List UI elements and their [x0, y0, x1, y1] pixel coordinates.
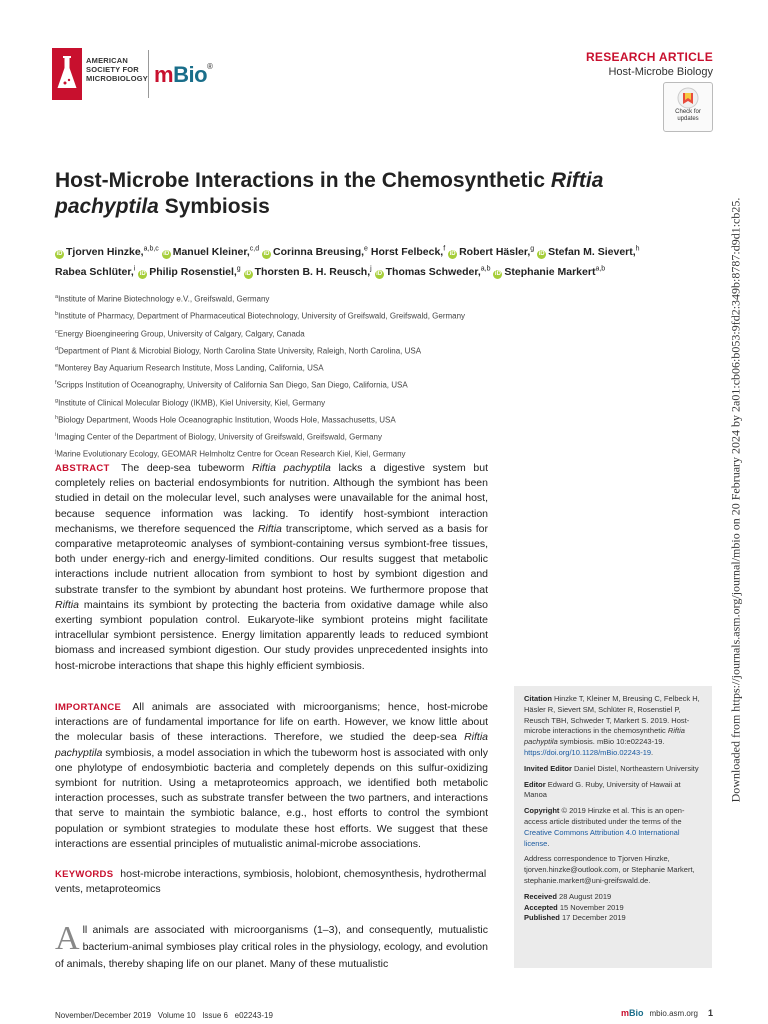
orcid-icon[interactable]: iD [263, 250, 270, 257]
affiliation-key: g [55, 397, 59, 404]
author[interactable] [493, 266, 605, 278]
citation-text: symbiosis. mBio 10:e02243-19. [557, 737, 665, 747]
author-affiliation-marker: j [370, 265, 372, 273]
affiliation [55, 359, 615, 376]
orcid-icon[interactable]: iD [449, 250, 456, 257]
abstract-text: maintains its symbiont by protecting the bacteria from oxidative damage while also exerting symbiont population control. Eukaryote-like symbiont proteins might facilitate intracellular symbiont persistence. Energy limitation apparently leads to reduced symbiont biomass and increased symbiont digestion. Our study provides unprecedented insights into host-microbe interactions that shape this highly efficient symbiosis. [55, 598, 488, 672]
citation-end: . [651, 747, 654, 757]
check-updates-label: Check for updates [675, 109, 701, 122]
author-name: Horst Felbeck, [370, 245, 444, 258]
affiliation [55, 342, 615, 359]
author-affiliation-marker: g [530, 245, 535, 252]
abstract-heading: ABSTRACT [55, 463, 110, 474]
importance-species: Riftia pachyptila [55, 731, 488, 759]
affiliation-text: Monterey Bay Aquarium Research Institute, Moss Landing, California, USA [58, 363, 324, 373]
author-affiliation-marker: f [443, 245, 446, 252]
affiliation [55, 325, 615, 342]
orcid-icon[interactable]: iD [56, 250, 63, 257]
article-type: RESEARCH ARTICLE [585, 50, 713, 64]
affiliation-key: h [55, 414, 59, 421]
importance-section [55, 700, 488, 852]
abstract [55, 461, 488, 674]
introduction [55, 922, 488, 973]
affiliation-key: e [55, 363, 59, 369]
subject-category: Host-Microbe Biology [608, 66, 713, 78]
author[interactable] [371, 246, 445, 258]
abstract-text: The deep-sea tubeworm [121, 462, 252, 474]
editor-label: Editor [524, 779, 546, 789]
title-part2: Symbiosis [158, 195, 270, 218]
author[interactable] [138, 266, 240, 278]
abstract-text: transcriptome, which served as a basis for comparative metaproteomic analyses of symbiont-containing versus symbiont-free tissues, both under energy-rich and energy-limited conditions. Our results suggest that metabolic interactions include nutrient allocation from symbiont to host by symbiont digestion and substrate transfer to the symbiont by abundant host proteins. We furthermore propose that [55, 522, 489, 596]
article-title [55, 168, 695, 220]
author-name: Rabea Schlüter, [55, 266, 134, 278]
abstract-text: lacks a digestive system but completely relies on bacterial endosymbionts for nutrition. Although the symbiont has been studied in detail on the molecular level, such analyses were unavailable for the animal host, because sequence information was lacking. To identify host-symbiont interaction mechanisms, we therefore sequenced the [55, 462, 489, 535]
affiliation-text: Department of Plant & Microbial Biology, North Carolina State University, Raleigh, North Carolina, USA [58, 346, 422, 356]
author[interactable] [262, 246, 368, 258]
affiliation [55, 445, 615, 462]
orcid-icon[interactable]: iD [538, 250, 545, 257]
editor-block [524, 780, 702, 802]
affiliation [55, 376, 615, 393]
author[interactable] [162, 246, 259, 258]
copyright-text: © 2019 Hinzke et al. This is an open-access article distributed under the terms of the [524, 806, 685, 826]
citation-block [524, 694, 702, 759]
importance-text: symbiosis, a model association in which the tubeworm host is associated with only one phylotype of endosymbiotic bacteria and completely depends on this sulfur-oxidizing symbiont for nutrition. Using a metaproteomics approach, we identified both metabolic interaction processes, such as substrate transfer between the two partners, and interactions that serve to maintain the symbiotic balance, e.g., host efforts to control the symbiont population or symbiont strategies to modulate these host efforts. We suggest that these interactions are essential principles of mutualistic animal-microbe associations. [55, 746, 488, 850]
author-name: Philip Rosenstiel, [149, 266, 237, 278]
affiliation-text: Imaging Center of the Department of Biology, University of Greifswald, Greifswald, Germany [56, 432, 382, 442]
affiliation-key: b [55, 311, 59, 318]
affiliation-text: Energy Bioengineering Group, University of Calgary, Calgary, Canada [57, 329, 305, 339]
author[interactable] [448, 246, 534, 258]
affiliation-list [55, 290, 615, 463]
affiliation-key: i [55, 432, 57, 438]
author-list [55, 240, 715, 281]
published-label: Published [524, 913, 560, 923]
check-for-updates-button[interactable] [663, 82, 713, 132]
invited-editor: Daniel Distel, Northeastern University [574, 763, 699, 773]
affiliation-text: Institute of Marine Biotechnology e.V., Greifswald, Germany [58, 294, 270, 304]
author-affiliation-marker: h [635, 245, 640, 252]
author-affiliation-marker: a,b,c [143, 245, 159, 252]
copyright-end: . [547, 838, 550, 848]
author-name: Stephanie Markert [504, 266, 596, 278]
importance-text: All animals are associated with microorganisms; hence, host-microbe interactions are of fundamental importance for life on earth. However, we know little about the molecular basis of these interactions. Therefore, we studied the deep-sea [55, 701, 488, 744]
footer-right [621, 1008, 713, 1018]
citation-text: Hinzke T, Kleiner M, Breusing C, Felbeck H, Häsler R, Sievert SM, Schlüter R, Rosenstiel P, Reusch TBH, Schweder T, Markert S. 2019. Host-microbe interactions in the chemosynthetic [524, 694, 700, 736]
citation-species: Riftia pachyptila [524, 726, 685, 747]
abstract-genus: Riftia [257, 522, 282, 535]
author-name: Robert Häsler, [459, 245, 531, 258]
published-date: 17 December 2019 [561, 913, 626, 923]
author[interactable] [55, 246, 159, 258]
author-name: Thorsten B. H. Reusch, [254, 266, 371, 278]
author-name: Thomas Schweder, [385, 266, 481, 278]
intro-text: ll animals are associated with microorganisms (1–3), and consequently, mutualistic bacterium-animal symbioses play critical roles in the physiology, ecology, and evolution of animals, thereby shaping life on our planet. Many of these mutualistic [55, 924, 488, 970]
author-affiliation-marker: a,b [480, 265, 491, 273]
footer-mbio-logo: mBio [621, 1008, 644, 1018]
received-label: Received [524, 891, 557, 901]
author[interactable] [55, 266, 135, 278]
citation-label: Citation [524, 694, 552, 703]
logo-divider [148, 50, 149, 98]
author[interactable] [375, 266, 491, 278]
copyright-label: Copyright [524, 806, 560, 816]
affiliation-text: Institute of Clinical Molecular Biology (IKMB), Kiel University, Kiel, Germany [58, 398, 326, 408]
author-affiliation-marker: a,b [595, 265, 606, 273]
page-number: 1 [707, 1008, 713, 1018]
keywords-heading: KEYWORDS [55, 869, 114, 880]
title-italic: Riftia pachyptila [55, 169, 604, 218]
author-name: Corinna Breusing, [273, 245, 365, 258]
received-date: 28 August 2019 [559, 891, 612, 901]
affiliation-text: Institute of Pharmacy, Department of Pharmaceutical Biotechnology, University of Greifswald, Greifswald, Germany [58, 311, 466, 321]
orcid-icon[interactable]: iD [494, 271, 501, 277]
correspondence-block: Address correspondence to Tjorven Hinzke, tjorven.hinzke@outlook.com, or Stephanie Markert, stephanie.markert@uni-greifswald.de. [524, 854, 695, 885]
affiliation-text: Biology Department, Woods Hole Oceanographic Institution, Woods Hole, Massachusetts, USA [58, 415, 396, 425]
dates-block [524, 892, 702, 924]
orcid-icon[interactable]: iD [163, 250, 170, 257]
affiliation-key: a [55, 294, 59, 300]
affiliation-key: d [55, 345, 59, 352]
doi-link[interactable]: https://doi.org/10.1128/mBio.02243-19 [524, 747, 652, 757]
author-affiliation-marker: i [133, 265, 136, 273]
orcid-icon[interactable]: iD [376, 271, 383, 277]
author-name: Manuel Kleiner, [172, 245, 250, 258]
article-info-sidebar [514, 686, 712, 968]
author-affiliation-marker: g [236, 265, 241, 273]
society-name: AMERICAN SOCIETY FOR MICROBIOLOGY [86, 56, 148, 83]
affiliation [55, 290, 615, 307]
check-updates-icon [677, 87, 699, 109]
affiliation-text: Marine Evolutionary Ecology, GEOMAR Helmholtz Centre for Ocean Research Kiel, Kiel, Germany [56, 449, 406, 459]
author-name: Stefan M. Sievert, [548, 245, 636, 258]
affiliation-key: c [55, 328, 58, 335]
affiliation [55, 307, 615, 324]
author[interactable] [244, 266, 372, 278]
keywords-text: host-microbe interactions, symbiosis, holobiont, chemosynthesis, hydrothermal vents, metaproteomics [55, 868, 487, 896]
affiliation [55, 411, 615, 428]
author-affiliation-marker: e [364, 245, 368, 252]
issue-info: November/December 2019 Volume 10 Issue 6 e02243-19 [55, 1011, 273, 1020]
invited-editor-label: Invited Editor [524, 763, 572, 773]
accepted-date: 15 November 2019 [559, 902, 624, 912]
affiliation-key: j [55, 449, 57, 456]
accepted-label: Accepted [524, 902, 558, 912]
author[interactable] [537, 246, 639, 258]
affiliation-key: f [55, 380, 57, 387]
asm-flask-icon [52, 48, 82, 100]
journal-site-link[interactable]: mbio.asm.org [649, 1008, 698, 1018]
orcid-icon[interactable]: iD [139, 271, 146, 277]
affiliation [55, 394, 615, 411]
watermark-text: Downloaded from https://journals.asm.org/journal/mbio on 20 February 2024 by 2a01:cb06:b053:9fd2:349b:8787:d9d1:cb25. [728, 197, 743, 803]
orcid-icon[interactable]: iD [245, 271, 252, 277]
importance-heading: IMPORTANCE [55, 702, 122, 713]
affiliation-text: Scripps Institution of Oceanography, University of California San Diego, San Diego, California, USA [56, 380, 408, 390]
keywords-section [55, 867, 488, 897]
author-affiliation-marker: c,d [249, 245, 260, 252]
license-link[interactable]: Creative Commons Attribution 4.0 International license [524, 827, 680, 848]
abstract-species: Riftia pachyptila [251, 462, 331, 474]
affiliation [55, 428, 615, 445]
editor: Edward G. Ruby, University of Hawaii at Manoa [524, 779, 681, 800]
copyright-block [524, 806, 702, 849]
journal-logo-group [52, 48, 217, 100]
mbio-logo: mBio® [154, 62, 213, 87]
title-part1: Host-Microbe Interactions in the Chemosynthetic [55, 169, 551, 192]
abstract-genus: Riftia [55, 598, 79, 611]
author-name: Tjorven Hinzke, [66, 245, 144, 258]
drop-cap: A [55, 920, 80, 957]
invited-editor-block [524, 764, 702, 775]
